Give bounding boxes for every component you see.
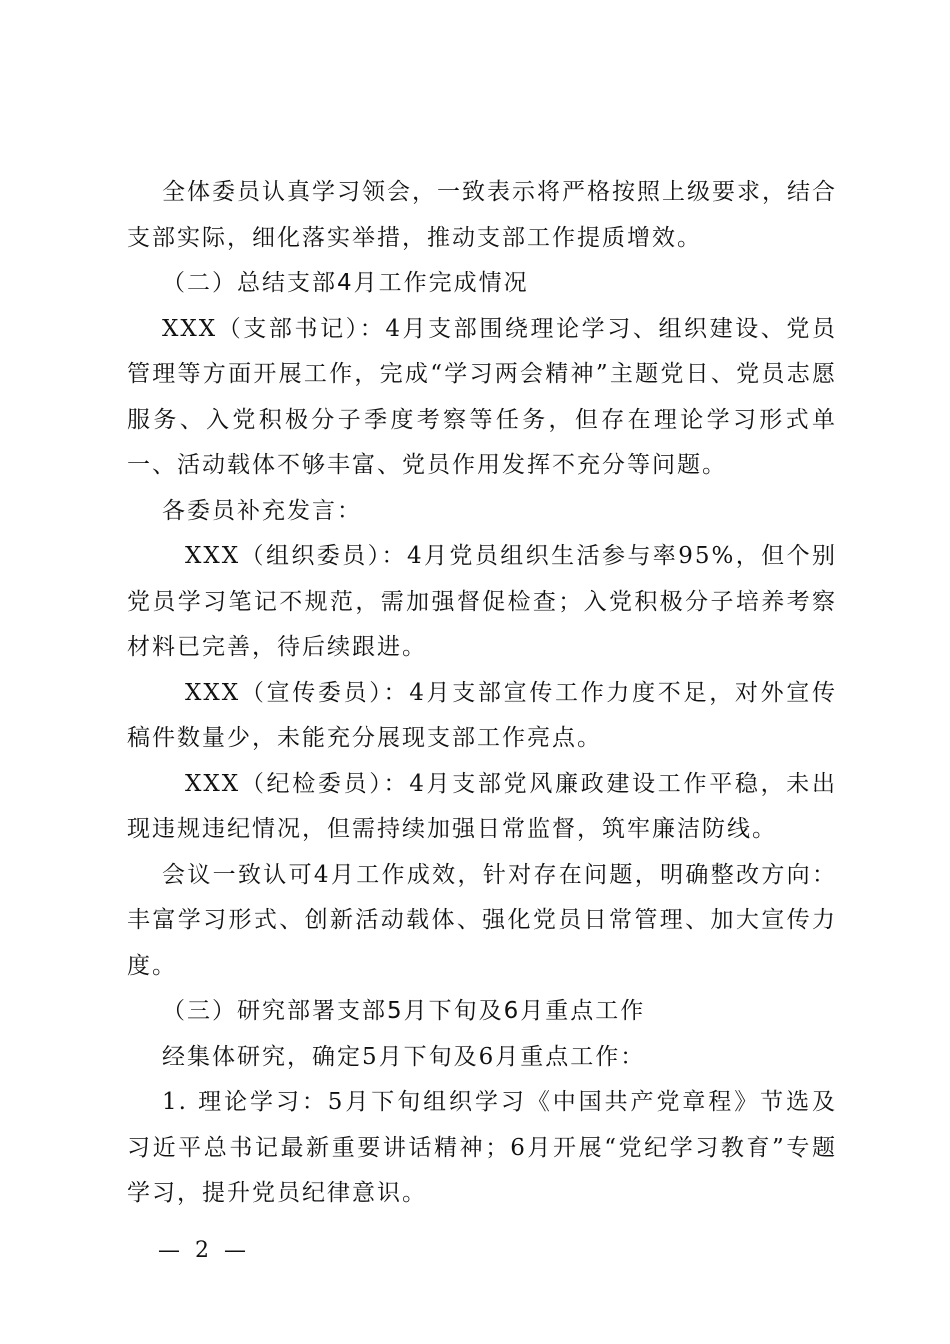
paragraph-members-intro: 各委员补充发言： [162, 497, 362, 524]
paragraph-research-intro: 经集体研究，确定5月下旬及6月重点工作： [162, 1043, 646, 1070]
paragraph-study-summary: 全体委员认真学习领会，一致表示将严格按照上级要求，结合支部实际，细化落实举措，推动支部工作提质增效。 [127, 179, 837, 251]
paragraph-organization-member: XXX（组织委员）：4月党员组织生活参与率95%，但个别党员学习笔记不规范，需加强督促检查；入党积极分子培养考察材料已完善，待后续跟进。 [127, 543, 837, 660]
section-heading-3: （三）研究部署支部5月下旬及6月重点工作 [162, 998, 646, 1024]
paragraph-theory-study: 1. 理论学习：5月下旬组织学习《中国共产党章程》节选及习近平总书记最新重要讲话精神；6月开展“党纪学习教育”专题学习，提升党员纪律意识。 [127, 1089, 837, 1206]
paragraph-secretary-report: XXX（支部书记）：4月支部围绕理论学习、组织建设、党员管理等方面开展工作，完成“学习两会精神”主题党日、党员志愿服务、入党积极分子季度考察等任务，但存在理论学习形式单一、活动载体不够丰富、党员作用发挥不充分等问题。 [127, 315, 837, 478]
document-body [127, 170, 837, 1217]
paragraph-meeting-conclusion: 会议一致认可4月工作成效，针对存在问题，明确整改方向：丰富学习形式、创新活动载体、强化党员日常管理、加大宣传力度。 [127, 861, 837, 979]
paragraph-discipline-member: XXX（纪检委员）：4月支部党风廉政建设工作平稳，未出现违规违纪情况，但需持续加强日常监督，筑牢廉洁防线。 [127, 770, 837, 842]
page-number: — 2 — [158, 1238, 250, 1263]
paragraph-publicity-member: XXX（宣传委员）：4月支部宣传工作力度不足，对外宣传稿件数量少，未能充分展现支部工作亮点。 [127, 679, 837, 751]
section-heading-2: （二）总结支部4月工作完成情况 [162, 270, 529, 296]
